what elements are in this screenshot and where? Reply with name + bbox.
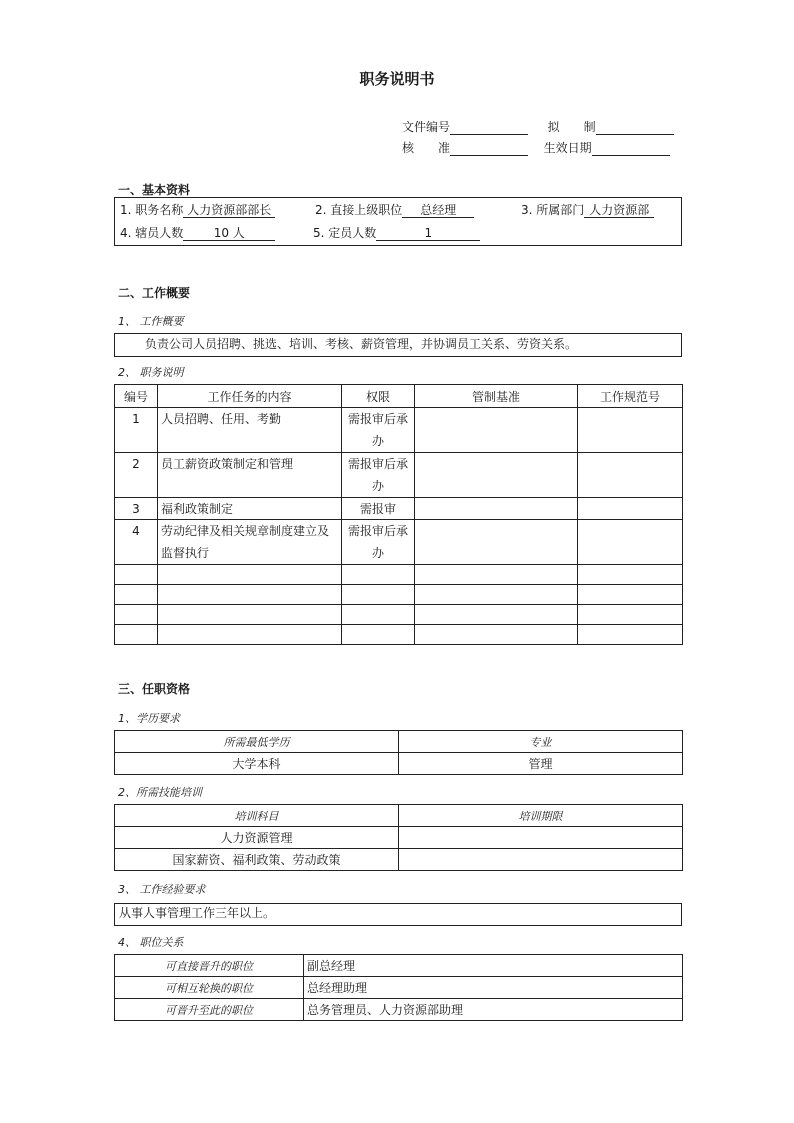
position-relation-table (114, 954, 683, 1021)
work-summary-text: 负责公司人员招聘、挑选、培训、考核、薪资管理，并协调员工关系、劳资关系。 (145, 337, 578, 351)
duty-table (114, 384, 683, 645)
col-header-spec-no: 工作规范号 (578, 385, 683, 408)
row-spec-no (578, 498, 683, 520)
training-period (399, 849, 683, 871)
table-row (115, 408, 683, 453)
duty-description-subtitle: 2、 职务说明 (118, 366, 184, 379)
row-no: 3 (115, 498, 158, 520)
approved-label: 核 准 (402, 141, 451, 155)
empty-cell (342, 605, 415, 625)
col-header-control-standard: 管制基准 (415, 385, 578, 408)
empty-cell (158, 565, 342, 585)
training-period-header: 培训期限 (399, 805, 683, 827)
row-no: 1 (115, 408, 158, 453)
relation-value: 副总经理 (304, 955, 683, 977)
row-spec-no (578, 453, 683, 498)
superior-field (315, 201, 474, 218)
empty-cell (115, 625, 158, 645)
row-task: 员工薪资政策制定和管理 (158, 453, 342, 498)
basic-info-box (114, 197, 682, 246)
subordinate-field (120, 224, 275, 241)
table-row-empty (115, 565, 683, 585)
empty-cell (342, 565, 415, 585)
file-number-label: 文件编号 (402, 120, 451, 134)
major-value: 管理 (399, 753, 683, 775)
superior-label: 2. 直接上级职位 (315, 203, 403, 217)
empty-cell (158, 605, 342, 625)
education-subtitle: 1、学历要求 (118, 712, 180, 725)
empty-cell (578, 605, 683, 625)
table-row (115, 999, 683, 1021)
empty-cell (115, 565, 158, 585)
training-subject: 国家薪资、福利政策、劳动政策 (115, 849, 399, 871)
drafted-label: 拟 制 (547, 120, 596, 134)
empty-cell (115, 605, 158, 625)
work-summary-subtitle: 1、 工作概要 (118, 315, 184, 328)
row-spec-no (578, 520, 683, 565)
col-header-authority: 权限 (342, 385, 415, 408)
empty-cell (158, 585, 342, 605)
table-row-empty (115, 585, 683, 605)
table-row (115, 955, 683, 977)
col-header-task: 工作任务的内容 (158, 385, 342, 408)
row-task: 人员招聘、任用、考勤 (158, 408, 342, 453)
superior-value: 总经理 (402, 204, 474, 218)
row-authority: 需报审后承办 (342, 520, 415, 565)
row-authority: 需报审 (342, 498, 415, 520)
empty-cell (115, 585, 158, 605)
table-row (115, 520, 683, 565)
file-number-field[interactable] (450, 121, 528, 135)
training-subject-header: 培训科目 (115, 805, 399, 827)
empty-cell (578, 585, 683, 605)
headcount-field (313, 224, 480, 241)
job-name-value: 人力资源部部长 (183, 204, 275, 218)
subordinate-value: 10 人 (183, 227, 275, 241)
training-subject: 人力资源管理 (115, 827, 399, 849)
row-no: 2 (115, 453, 158, 498)
table-row (115, 977, 683, 999)
row-control-standard (415, 498, 578, 520)
headcount-label: 5. 定员人数 (313, 226, 377, 240)
row-task: 劳动纪律及相关规章制度建立及监督执行 (158, 520, 342, 565)
education-table (114, 730, 683, 775)
experience-subtitle: 3、 工作经验要求 (118, 883, 206, 896)
table-row (115, 849, 683, 871)
table-row-empty (115, 625, 683, 645)
work-summary-box (114, 333, 682, 357)
min-education-header: 所需最低学历 (115, 731, 399, 753)
duty-table-header (115, 385, 683, 408)
row-control-standard (415, 520, 578, 565)
department-value: 人力资源部 (584, 204, 654, 218)
experience-box (114, 903, 682, 926)
relation-label: 可晋升至此的职位 (115, 999, 304, 1021)
section-qualification-title: 三、任职资格 (118, 682, 191, 696)
relation-value: 总务管理员、人力资源部助理 (304, 999, 683, 1021)
table-row (115, 498, 683, 520)
min-education-value: 大学本科 (115, 753, 399, 775)
empty-cell (415, 585, 578, 605)
document-title: 职务说明书 (359, 70, 435, 88)
position-relation-subtitle: 4、 职位关系 (118, 936, 184, 949)
training-period (399, 827, 683, 849)
department-label: 3. 所属部门 (521, 203, 585, 217)
table-row (115, 827, 683, 849)
subordinate-label: 4. 辖员人数 (120, 226, 184, 240)
major-header: 专业 (399, 731, 683, 753)
approved-field[interactable] (450, 142, 528, 156)
table-row (115, 453, 683, 498)
row-authority: 需报审后承办 (342, 453, 415, 498)
department-field (521, 201, 654, 218)
training-subtitle: 2、所需技能培训 (118, 786, 202, 799)
job-name-label: 1. 职务名称 (120, 203, 184, 217)
row-authority: 需报审后承办 (342, 408, 415, 453)
row-control-standard (415, 408, 578, 453)
empty-cell (415, 565, 578, 585)
drafted-field[interactable] (596, 121, 674, 135)
empty-cell (578, 625, 683, 645)
empty-cell (342, 585, 415, 605)
effective-date-field[interactable] (592, 142, 670, 156)
row-task: 福利政策制定 (158, 498, 342, 520)
row-control-standard (415, 453, 578, 498)
relation-label: 可相互轮换的职位 (115, 977, 304, 999)
section-work-summary-title: 二、工作概要 (118, 286, 191, 300)
empty-cell (415, 605, 578, 625)
training-table (114, 804, 683, 871)
headcount-value: 1 (376, 227, 480, 241)
relation-value: 总经理助理 (304, 977, 683, 999)
table-row-empty (115, 605, 683, 625)
col-header-no: 编号 (115, 385, 158, 408)
empty-cell (342, 625, 415, 645)
file-number-row (402, 118, 674, 135)
effective-date-label: 生效日期 (543, 141, 592, 155)
approval-row (402, 139, 670, 156)
section-basic-info-title: 一、基本资料 (118, 183, 191, 197)
relation-label: 可直接晋升的职位 (115, 955, 304, 977)
empty-cell (415, 625, 578, 645)
empty-cell (158, 625, 342, 645)
empty-cell (578, 565, 683, 585)
experience-text: 从事人事管理工作三年以上。 (119, 906, 276, 920)
job-name-field (120, 201, 275, 218)
row-spec-no (578, 408, 683, 453)
row-no: 4 (115, 520, 158, 565)
